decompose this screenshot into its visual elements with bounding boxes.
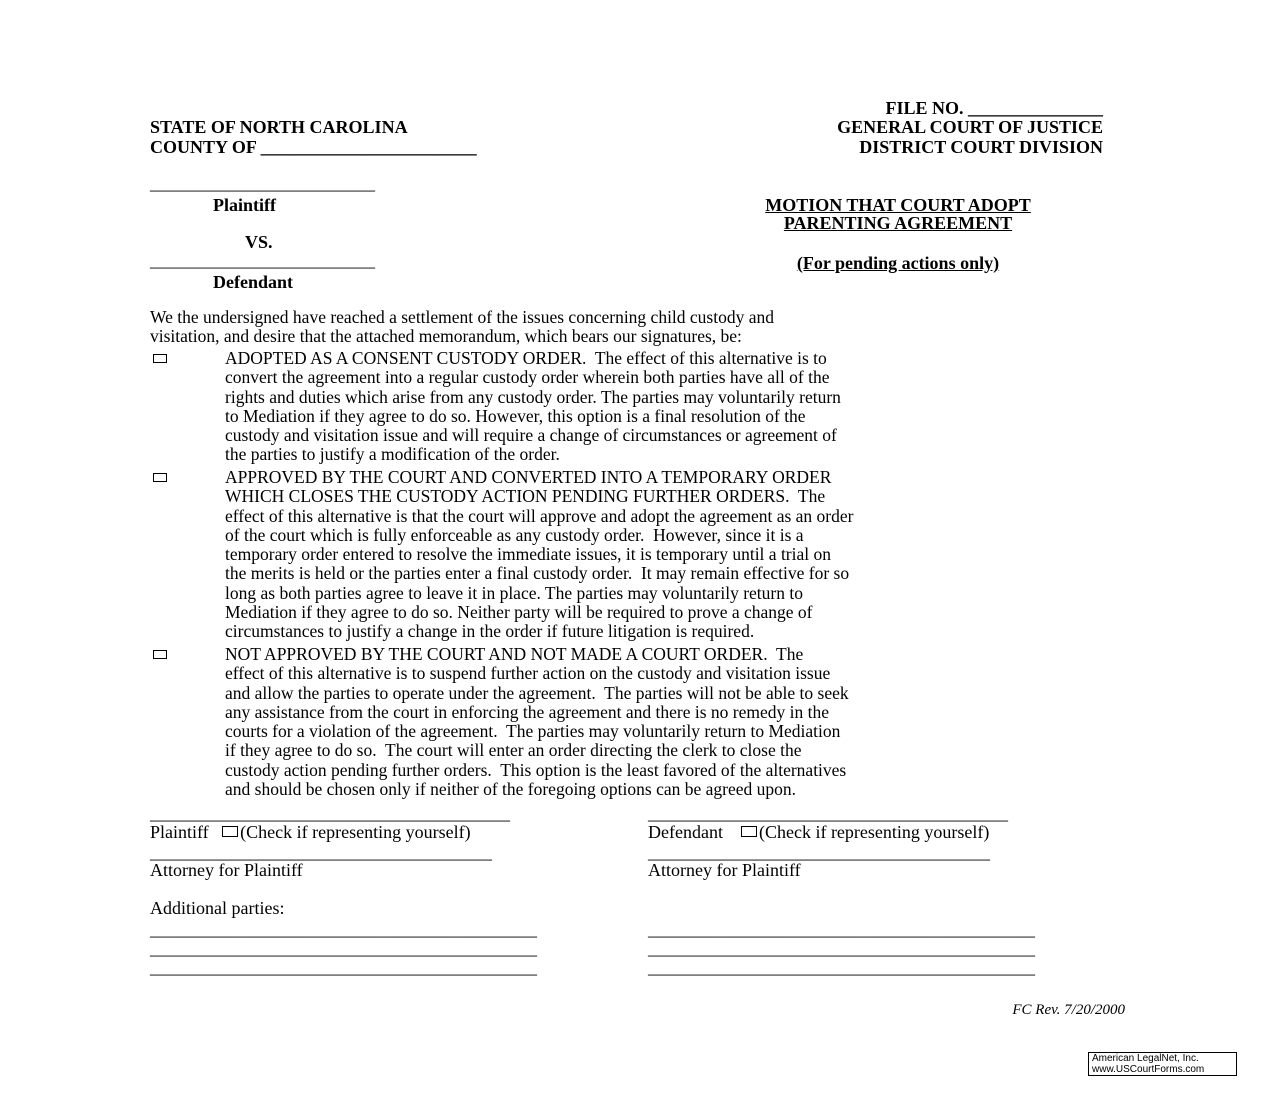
plaintiff-label: Plaintiff bbox=[213, 195, 276, 215]
publisher-name: American LegalNet, Inc. bbox=[1092, 1053, 1199, 1064]
publisher-stamp bbox=[1088, 1052, 1237, 1076]
additional-party-line: ___________________________________________ bbox=[150, 957, 537, 977]
additional-parties-label: Additional parties: bbox=[150, 898, 285, 918]
attorney-left-line: ______________________________________ bbox=[150, 842, 492, 862]
option-temporary-order-text: APPROVED BY THE COURT AND CONVERTED INTO A TEMPORARY ORDER WHICH CLOSES THE CUSTODY ACTION PENDING FURTHER ORDERS. The effect of this alternative is that the court will approve and adopt the agreement as an order of the court which is fully enforceable as any custody order. However, since it is a temporary order entered to resolve the immediate issues, it is temporary until a trial on the merits is held or the parties enter a final custody order. It may remain effective for so long as both parties agree to leave it in place. The parties may voluntarily return to Mediation if they agree to do so. Neither party will be required to prove a change of circumstances to justify a change in the order if future litigation is required. bbox=[225, 467, 854, 642]
publisher-url: www.USCourtForms.com bbox=[1092, 1063, 1205, 1075]
county-field: COUNTY OF ________________________ bbox=[150, 137, 477, 157]
title-note: (For pending actions only) bbox=[796, 253, 1000, 273]
division-name: DISTRICT COURT DIVISION bbox=[859, 137, 1103, 157]
plaintiff-name-line: _________________________ bbox=[150, 173, 375, 193]
plaintiff-signature-label bbox=[150, 823, 471, 843]
title-line-1: MOTION THAT COURT ADOPT bbox=[765, 195, 1031, 215]
additional-party-line: ___________________________________________ bbox=[150, 938, 537, 958]
plaintiff-signature-text: Plaintiff bbox=[150, 822, 209, 842]
option-not-approved-checkbox[interactable] bbox=[153, 650, 167, 659]
plaintiff-self-represented-checkbox[interactable] bbox=[222, 826, 238, 837]
plaintiff-signature-line: ________________________________________ bbox=[150, 803, 510, 823]
option-consent-order-text: ADOPTED AS A CONSENT CUSTODY ORDER. The effect of this alternative is to convert the agreement into a regular custody order wherein both parties have all of the rights and duties which arise from any custody order. The parties may voluntarily return to Mediation if they agree to do so. However, this option is a final resolution of the custody and visitation issue and will require a change of circumstances or agreement of the parties to justify a modification of the order. bbox=[225, 348, 841, 465]
court-name: GENERAL COURT OF JUSTICE bbox=[837, 117, 1103, 137]
defendant-signature-text: Defendant bbox=[648, 822, 723, 842]
defendant-signature-line: ________________________________________ bbox=[648, 803, 1008, 823]
additional-party-line: ___________________________________________ bbox=[150, 919, 537, 939]
attorney-right-line: ______________________________________ bbox=[648, 842, 990, 862]
option-not-approved-text: NOT APPROVED BY THE COURT AND NOT MADE A COURT ORDER. The effect of this alternative is to suspend further action on the custody and visitation issue and allow the parties to operate under the agreement. The parties will not be able to seek any assistance from the court in enforcing the agreement and there is no remedy in the courts for a violation of the agreement. The parties may voluntarily return to Mediation if they agree to do so. The court will enter an order directing the clerk to close the custody action pending further orders. This option is the least favored of the alternatives and should be chosen only if neither of the foregoing options can be agreed upon. bbox=[225, 644, 849, 800]
plaintiff-self-represented-label: (Check if representing yourself) bbox=[240, 822, 471, 842]
option-temporary-order-checkbox[interactable] bbox=[153, 473, 167, 482]
additional-party-line: ___________________________________________ bbox=[648, 938, 1035, 958]
attorney-right-label: Attorney for Plaintiff bbox=[648, 860, 801, 880]
versus-label: VS. bbox=[245, 232, 273, 252]
state-name: STATE OF NORTH CAROLINA bbox=[150, 117, 408, 137]
intro-paragraph: We the undersigned have reached a settlement of the issues concerning child custody and visitation, and desire that the attached memorandum, which bears our signatures, be: bbox=[150, 307, 775, 347]
file-number: FILE NO. _______________ bbox=[885, 98, 1103, 118]
attorney-left-label: Attorney for Plaintiff bbox=[150, 860, 303, 880]
defendant-name-line: _________________________ bbox=[150, 250, 375, 270]
form-revision: FC Rev. 7/20/2000 bbox=[1012, 1002, 1125, 1018]
title-line-2: PARENTING AGREEMENT bbox=[783, 213, 1013, 233]
defendant-label: Defendant bbox=[213, 272, 293, 292]
defendant-self-represented-checkbox[interactable] bbox=[741, 826, 757, 837]
additional-party-line: ___________________________________________ bbox=[648, 919, 1035, 939]
option-consent-order-checkbox[interactable] bbox=[153, 354, 167, 363]
defendant-signature-label bbox=[648, 823, 989, 843]
additional-party-line: ___________________________________________ bbox=[648, 957, 1035, 977]
defendant-self-represented-label: (Check if representing yourself) bbox=[758, 822, 990, 842]
